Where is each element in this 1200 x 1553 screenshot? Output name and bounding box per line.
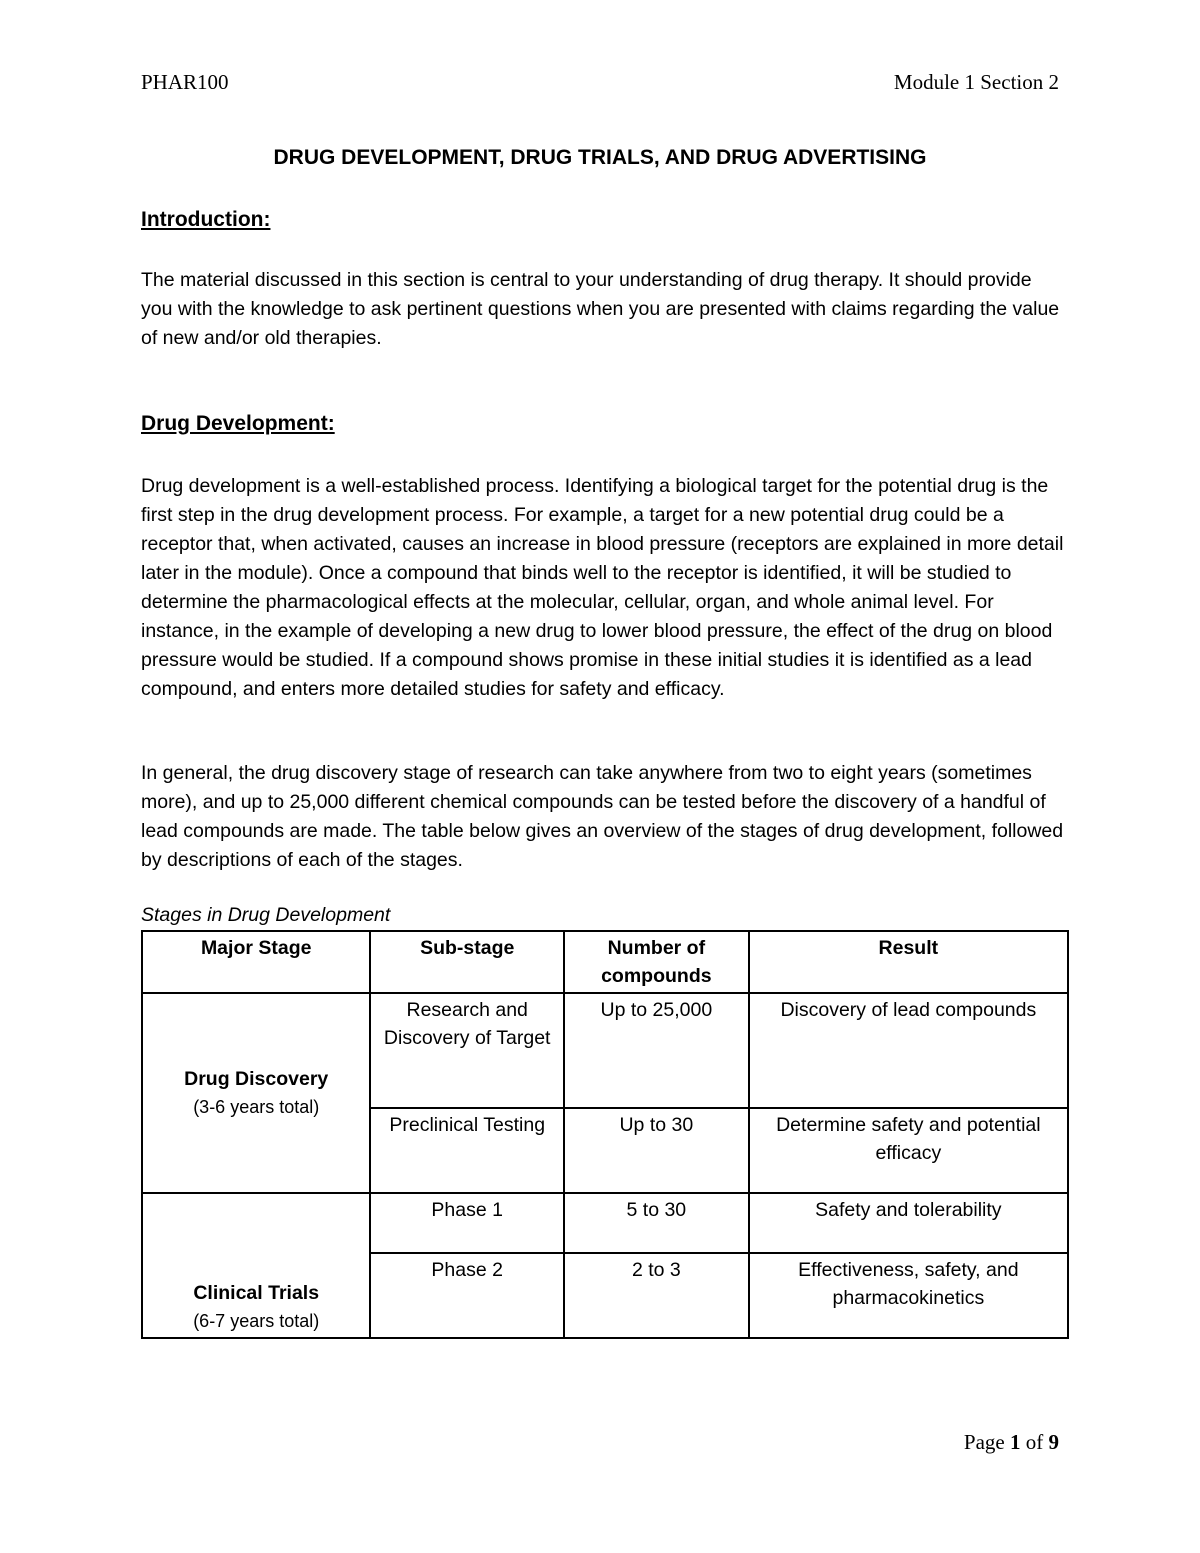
drug-development-paragraph-2: In general, the drug discovery stage of research can take anywhere from two to eight years (sometimes more), and up to 25,000 different chemical compounds can be tested before the discovery of a handful of lead compounds are made. The table below gives an overview of the stages of drug development, followed by descriptions of each of the stages. [141,762,1064,871]
table-header-row [142,931,1068,993]
count-cell: 5 to 30 [564,1193,749,1253]
page-label: Page [963,1430,1005,1454]
of-label: of [1025,1430,1044,1454]
header-section: Module 1 Section 2 [893,70,1059,94]
introduction-paragraph: The material discussed in this section is central to your understanding of drug therapy. It should provide you with the knowledge to ask pertinent questions when you are presented with claims regarding the value of new and/or old therapies. [141,269,1060,349]
current-page: 1 [1010,1430,1021,1454]
major-stage-duration: (6-7 years total) [193,1311,320,1331]
substage-cell: Preclinical Testing [370,1108,564,1193]
header-sub-stage: Sub-stage [370,931,564,993]
result-cell: Effectiveness, safety, and pharmacokinetics [749,1253,1068,1338]
major-stage-duration: (3-6 years total) [193,1097,320,1117]
total-pages: 9 [1048,1430,1059,1454]
substage-cell: Phase 1 [370,1193,564,1253]
result-cell: Determine safety and potential efficacy [749,1108,1068,1193]
page-title: DRUG DEVELOPMENT, DRUG TRIALS, AND DRUG ADVERTISING [273,146,927,169]
count-cell: Up to 25,000 [564,993,749,1108]
major-stage-clinical-trials [142,1193,370,1338]
introduction-heading: Introduction: [141,208,271,231]
major-stage-name: Clinical Trials [193,1282,320,1304]
page-number [964,1430,1059,1455]
header-major-stage: Major Stage [142,931,370,993]
header-number-of-compounds: Number of compounds [564,931,749,993]
result-cell: Safety and tolerability [749,1193,1068,1253]
drug-development-heading: Drug Development: [141,412,335,435]
substage-cell: Research and Discovery of Target [370,993,564,1108]
result-cell: Discovery of lead compounds [749,993,1068,1108]
table-row [142,993,1068,1108]
table-row [142,1193,1068,1253]
header-result: Result [749,931,1068,993]
major-stage-name: Drug Discovery [184,1068,329,1090]
drug-development-paragraph-1: Drug development is a well-established process. Identifying a biological target for the potential drug is the first step in the drug development process. For example, a target for a new potential drug could be a receptor that, when activated, causes an increase in blood pressure (receptors are explained in more detail later in the module). Once a compound that binds well to the receptor is identified, it will be studied to determine the pharmacological effects at the molecular, cellular, organ, and whole animal level. For instance, in the example of developing a new drug to lower blood pressure, the effect of the drug on blood pressure would be studied. If a compound shows promise in these initial studies it is identified as a lead compound, and enters more detailed studies for safety and efficacy. [141,475,1064,700]
major-stage-drug-discovery [142,993,370,1193]
header-course: PHAR100 [141,70,229,94]
table-caption: Stages in Drug Development [141,904,391,926]
count-cell: Up to 30 [564,1108,749,1193]
stages-table [141,930,1069,1339]
substage-cell: Phase 2 [370,1253,564,1338]
count-cell: 2 to 3 [564,1253,749,1338]
